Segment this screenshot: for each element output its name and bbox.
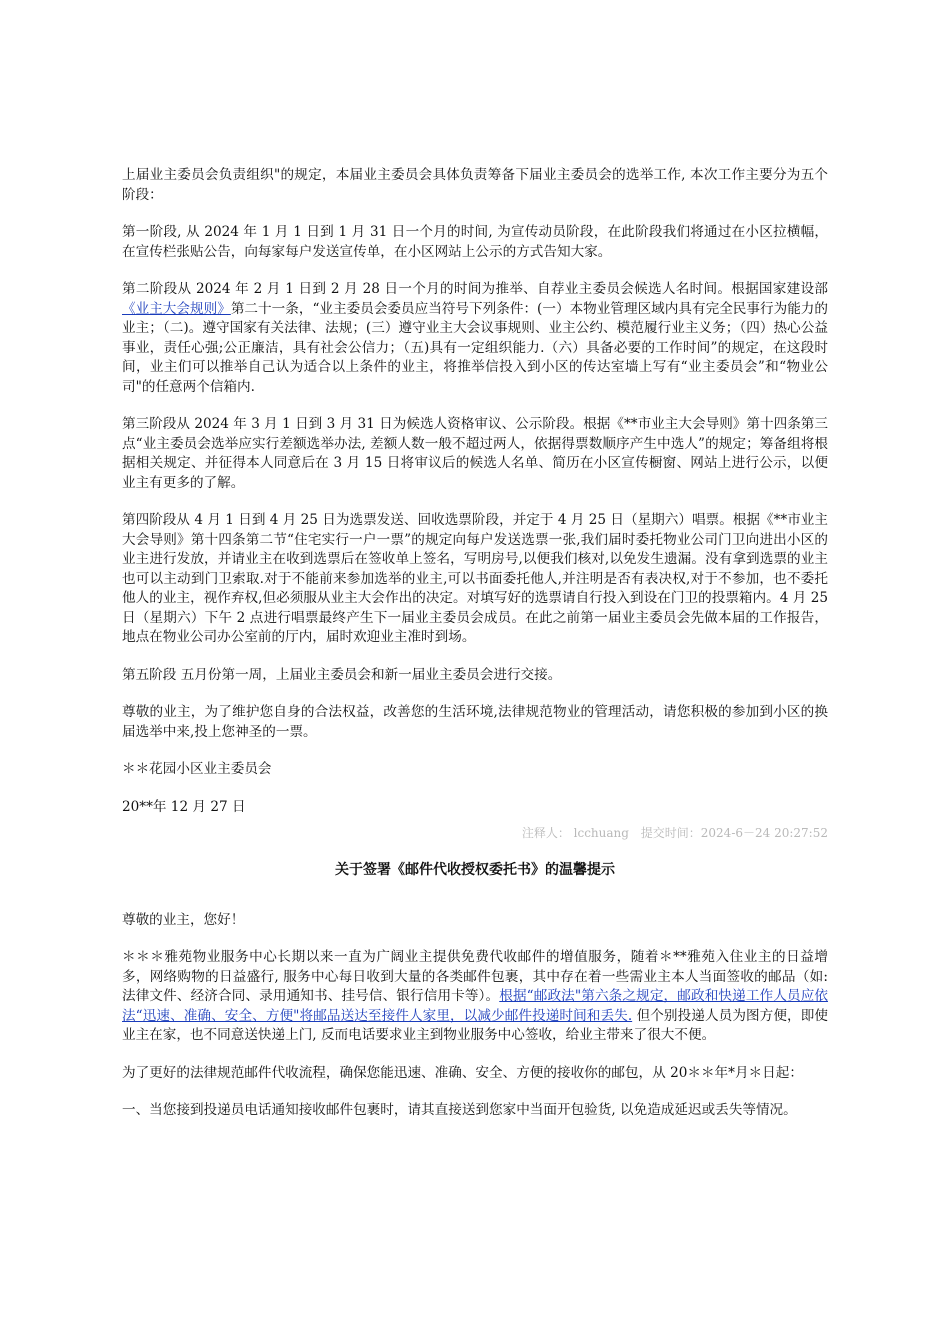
paragraph-appeal: 尊敬的业主，为了维护您自身的合法权益，改善您的生活环境,法律规范物业的管理活动，请您积极的参加到小区的换届选举中来,投上您神圣的一票。	[122, 704, 828, 740]
paragraph-intro: 上届业主委员会负责组织"的规定，本届业主委员会具体负责筹备下届业主委员会的选举工作, 本次工作主要分为五个阶段：	[122, 167, 828, 203]
stage-two-text-a: 第二阶段从 2024 年 2 月 1 日到 2 月 28 日一个月的时间为推举、自荐业主委员会候选人名时间。根据国家建设部	[122, 281, 828, 297]
mail-service-text-a: ＊＊＊雅苑物业服务中心长期以来一直为广阔业主提供免费代收邮件的增值服务，随着＊**雅苑入住业主的日益增多，网络购物的日益盛行, 服务中心每日收到大量的各类邮件包裹，其中存在着一些需业主本人当面签收的邮品（如:法律文件、经济合同、录用通知书、挂号信、银行信用卡等）。	[122, 949, 828, 1004]
paragraph-item-one: 一、当您接到投递员电话通知接收邮件包裹时，请其直接送到您家中当面开包验货, 以免造成延迟或丢失等情况。	[122, 1102, 797, 1118]
paragraph-stage-two	[122, 280, 828, 397]
signature: ＊＊花园小区业主委员会	[122, 761, 272, 777]
notice-date: 20**年 12 月 27 日	[122, 798, 246, 815]
paragraph-stage-five: 第五阶段 五月份第一周，上届业主委员会和新一届业主委员会进行交接。	[122, 666, 562, 683]
paragraph-process: 为了更好的法律规范邮件代收流程，确保您能迅速、准确、安全、方便的接收你的邮包，从 20＊＊年*月＊日起：	[122, 1064, 803, 1081]
stage-two-text-b: 第二十一条，“业主委员会委员应当符号下列条件：(一）本物业管理区域内具有完全民事行为能力的业主；（二)。遵守国家有关法律、法规；(三）遵守业主大会议事规则、业主公约、模范履行业主义务；（四）热心公益事业，责任心强;公正廉洁，具有社会公信力；（五)具有一定组织能力.（六）具备必要的工作时间”的规定，在这段时间，业主们可以推举自己认为适合以上条件的业主，将推举信投入到小区的传达室墙上写有“业主委员会”和“物业公司"的任意两个信箱内.	[122, 300, 829, 395]
paragraph-stage-one: 第一阶段, 从 2024 年 1 月 1 日到 1 月 31 日一个月的时间, 为宣传动员阶段，在此阶段我们将通过在小区拉横幅，在宣传栏张贴公告，向每家每户发送宣传单，在小区网站上公示的方式告知大家。	[122, 224, 828, 260]
paragraph-stage-three: 第三阶段从 2024 年 3 月 1 日到 3 月 31 日为候选人资格审议、公示阶段。根据《**市业主大会导则》第十四条第三点“业主委员会选举应实行差额选举办法, 差额人数一般不超过两人，依据得票数顺序产生中选人”的规定；筹备组将根据相关规定、并征得本人同意后在 3 月 15 日将审议后的候选人名单、简历在小区宣传橱窗、网站上进行公示，以便业主有更多的了解。	[122, 416, 828, 491]
annotator: 注释人： lcchuang	[521, 826, 629, 840]
greeting: 尊敬的业主，您好！	[122, 911, 245, 928]
postal-law-link[interactable]: 根据“邮政法"第六条之规定，邮政和快递工作人员应依法“迅速、准确、安全、方便"将邮品送达至接件人家里，以减少邮件投递时间和丢失.	[122, 988, 829, 1024]
paragraph-mail-service	[122, 948, 828, 1046]
owners-meeting-rules-link[interactable]: 《业主大会规则》	[122, 300, 231, 317]
document-body	[122, 166, 828, 1139]
mail-service-text-b: 但个别投递人员为图方便，即使业主在家，也不同意送快递上门, 反而电话要求业主到物业服务中心签收，给业主带来了很大不便。	[122, 1007, 828, 1043]
paragraph-stage-four: 第四阶段从 4 月 1 日到 4 月 25 日为选票发送、回收选票阶段，并定于 4 月 25 日（星期六）唱票。根据《**市业主大会导则》第十四条第二节“住宅实行一户一票”的规定向每户发送选票一张,我们届时委托物业公司门卫向进出小区的业主进行发放，并请业主在收到选票后在签收单上签名，写明房号,以便我们核对,以免发生遗漏。没有拿到选票的业主也可以主动到门卫索取.对于不能前来参加选举的业主,可以书面委托他人,并注明是否有表决权,对于不参加，也不委托他人的业主，视作弃权,但必须服从业主大会作出的决定。对填写好的选票请自行投入到设在门卫的投票箱内。4 月 25 日（星期六）下午 2 点进行唱票最终产生下一届业主委员会成员。在此之前第一届业主委员会先做本届的工作报告，地点在物业公司办公室前的厅内，届时欢迎业主准时到场。	[122, 512, 828, 645]
notice-title: 关于签署《邮件代收授权委托书》的温馨提示	[335, 862, 615, 878]
submit-time: 提交时间：2024-6－24 20:27:52	[640, 826, 828, 840]
annotation-meta	[122, 825, 828, 841]
